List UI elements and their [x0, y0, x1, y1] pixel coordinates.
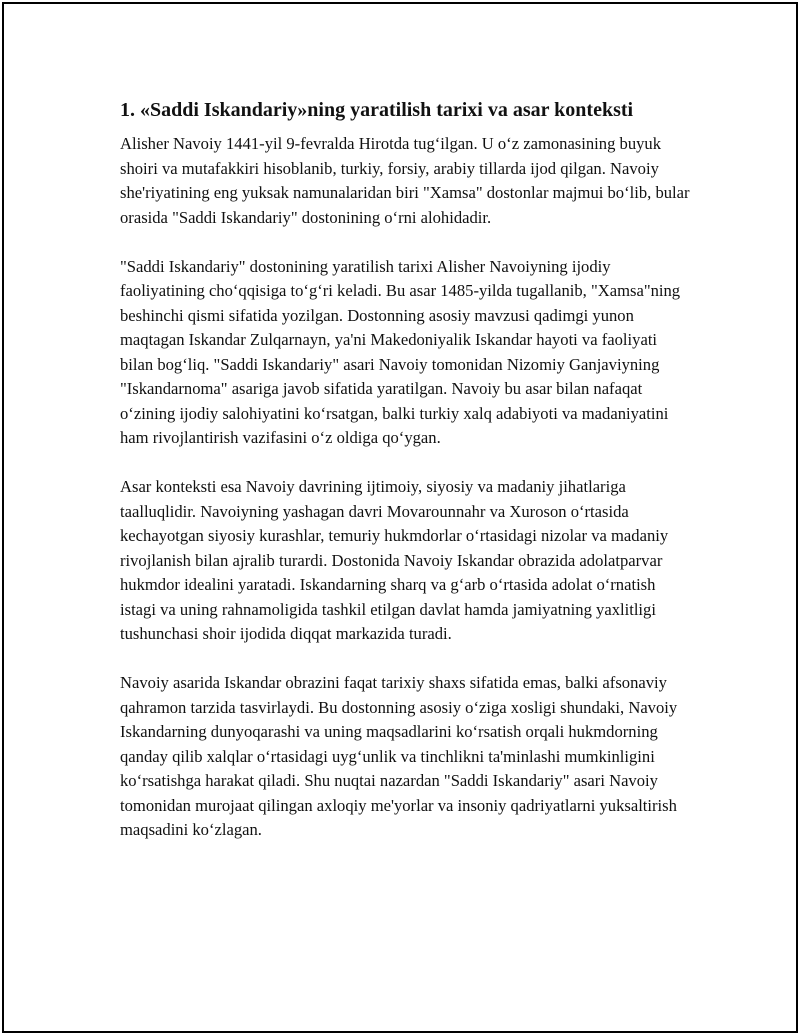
document-body	[120, 96, 690, 867]
paragraph-4: Navoiy asarida Iskandar obrazini faqat tarixiy shaxs sifatida emas, balki afsonaviy qahramon tarzida tasvirlaydi. Bu dostonning asosiy o‘ziga xosligi shundaki, Navoiy Iskandarning dunyoqarashi va uning maqsadlarini ko‘rsatish orqali hukmdorning qanday qilib xalqlar o‘rtasidagi uyg‘unlik va tinchlikni ta'minlashi mumkinligini ko‘rsatishga harakat qiladi. Shu nuqtai nazardan "Saddi Iskandariy" asari Navoiy tomonidan murojaat qilingan axloqiy me'yorlar va insoniy qadriyatlarni yuksaltirish maqsadini ko‘zlagan.	[120, 673, 678, 839]
section-heading: 1. «Saddi Iskandariy»ning yaratilish tarixi va asar konteksti	[120, 99, 634, 121]
document-page	[2, 2, 798, 1033]
paragraph-1: Alisher Navoiy 1441-yil 9-fevralda Hirotda tug‘ilgan. U o‘z zamonasining buyuk shoiri va mutafakkiri hisoblanib, turkiy, forsiy, arabiy tillarda ijod qilgan. Navoiy she'riyatining eng yuksak namunalaridan biri "Xamsa" dostonlar majmui bo‘lib, bular orasida "Saddi Iskandariy" dostonining o‘rni alohidadir.	[120, 134, 690, 227]
paragraph-3: Asar konteksti esa Navoiy davrining ijtimoiy, siyosiy va madaniy jihatlariga taalluqlidir. Navoiyning yashagan davri Movarounnahr va Xuroson o‘rtasida kechayotgan siyosiy kurashlar, temuriy hukmdorlar o‘rtasidagi nizolar va madaniy rivojlanish bilan ajralib turardi. Dostonida Navoiy Iskandar obrazida adolatparvar hukmdor idealini yaratadi. Iskandarning sharq va g‘arb o‘rtasida adolat o‘rnatish istagi va uning rahnamoligida tashkil etilgan davlat hamda jamiyatning yaxlitligi tushunchasi shoir ijodida diqqat markazida turadi.	[120, 477, 669, 643]
paragraph-2: "Saddi Iskandariy" dostonining yaratilish tarixi Alisher Navoiyning ijodiy faoliyatining cho‘qqisiga to‘g‘ri keladi. Bu asar 1485-yilda tugallanib, "Xamsa"ning beshinchi qismi sifatida yozilgan. Dostonning asosiy mavzusi qadimgi yunon maqtagan Iskandar Zulqarnayn, ya'ni Makedoniyalik Iskandar hayoti va faoliyati bilan bog‘liq. "Saddi Iskandariy" asari Navoiy tomonidan Nizomiy Ganjaviyning "Iskandarnoma" asariga javob sifatida yaratilgan. Navoiy bu asar bilan nafaqat o‘zining ijodiy salohiyatini ko‘rsatgan, balki turkiy xalq adabiyoti va madaniyatini ham rivojlantirish vazifasini o‘z oldiga qo‘ygan.	[120, 256, 681, 447]
